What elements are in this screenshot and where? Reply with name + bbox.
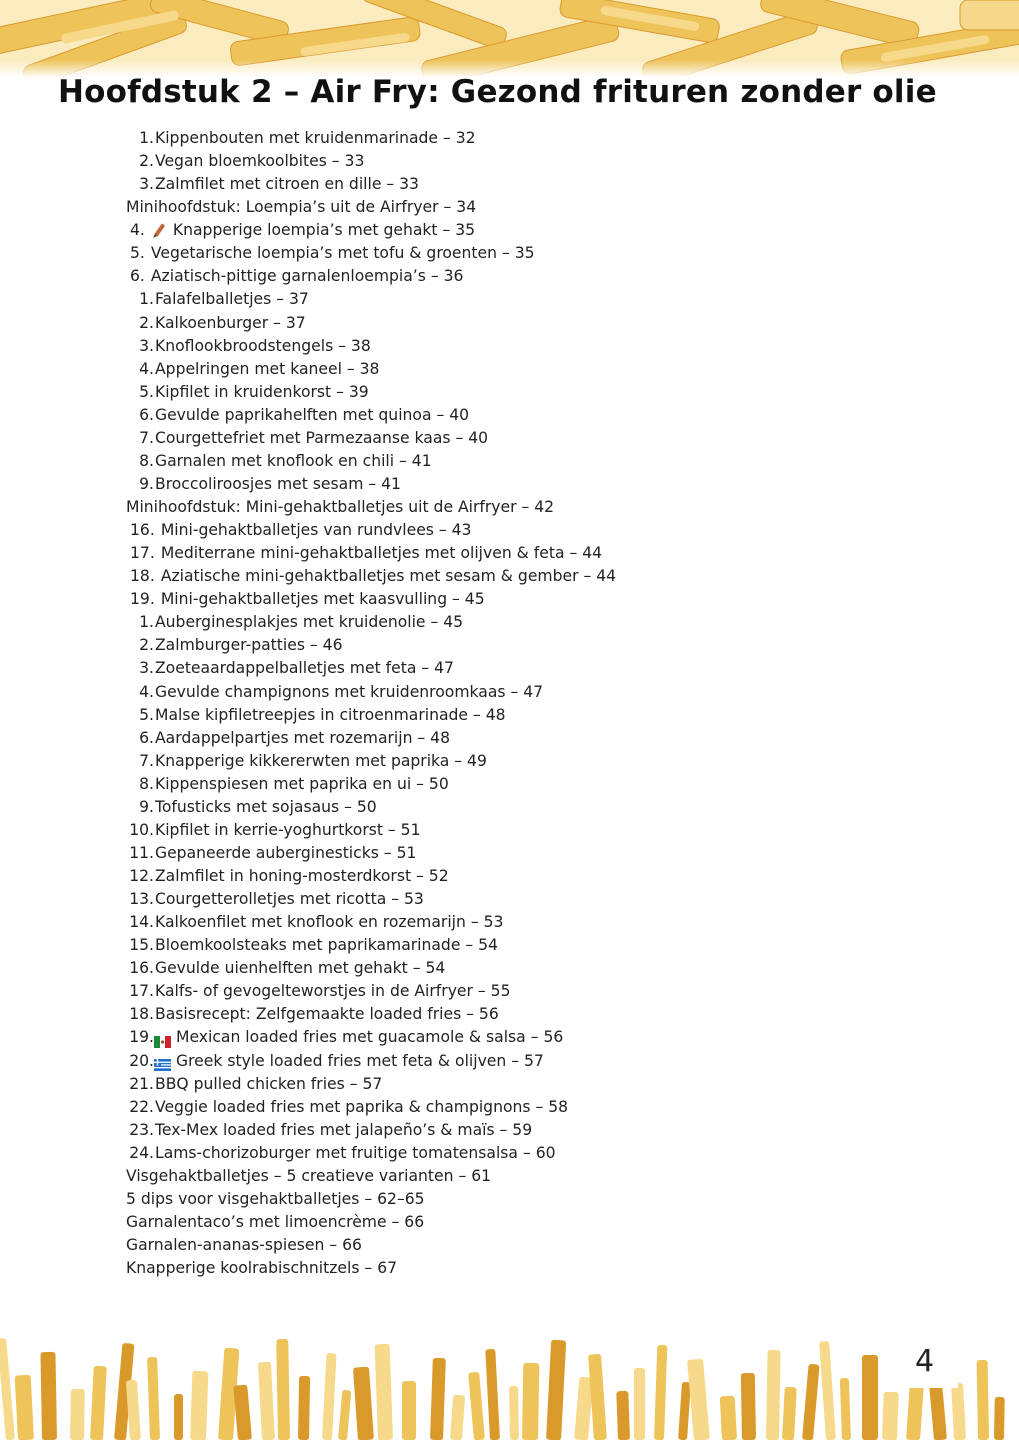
- toc-entry: [126, 1257, 986, 1280]
- toc-entry: [126, 842, 986, 865]
- toc-entry: [126, 196, 986, 219]
- toc-entry-text: Kipfilet in kruidenkorst – 39: [155, 382, 369, 401]
- toc-entry-number: 22.: [129, 1097, 154, 1116]
- toc-entry-number: 4.: [139, 359, 154, 378]
- toc-entry-text: Malse kipfiletreepjes in citroenmarinade – 48: [155, 705, 506, 724]
- footer-fries-image: [0, 1332, 1019, 1440]
- toc-entry: [126, 957, 986, 980]
- toc-entry: [126, 242, 986, 265]
- toc-entry-text: Basisrecept: Zelfgemaakte loaded fries – 56: [155, 1005, 499, 1024]
- toc-entry: [126, 796, 986, 819]
- toc-entry: [126, 404, 986, 427]
- toc-entry: [126, 150, 986, 173]
- toc-entry: [126, 750, 986, 773]
- toc-entry-number: 6.: [130, 267, 145, 286]
- toc-entry: [126, 588, 986, 611]
- toc-entry-text: Kippenbouten met kruidenmarinade – 32: [155, 129, 476, 147]
- toc-entry-text: Kippenspiesen met paprika en ui – 50: [155, 774, 449, 793]
- toc-entry-number: 3.: [139, 659, 154, 678]
- toc-entry: [126, 1142, 986, 1165]
- toc-entry-text: Mini-gehaktballetjes met kaasvulling – 45: [160, 590, 485, 609]
- toc-entry: [126, 565, 986, 588]
- toc-entry-number: 5.: [139, 382, 154, 401]
- toc-entry-text: Gepaneerde auberginesticks – 51: [155, 843, 417, 862]
- toc-entry-text: Garnalen met knoflook en chili – 41: [155, 451, 432, 470]
- toc-entry: [126, 288, 986, 311]
- toc-entry-text: Courgettefriet met Parmezaanse kaas – 40: [155, 428, 489, 447]
- toc-entry: [126, 1003, 986, 1026]
- toc-entry-text: Broccoliroosjes met sesam – 41: [155, 474, 401, 493]
- toc-entry-number: 19.: [129, 1028, 154, 1047]
- toc-entry-text: Zalmfilet met citroen en dille – 33: [155, 175, 419, 194]
- toc-entry: [126, 727, 986, 750]
- toc-entry-text: Visgehaktballetjes – 5 creatieve varianten – 61: [126, 1166, 492, 1185]
- toc-entry: [126, 219, 986, 242]
- mexico-flag-icon: [154, 1032, 171, 1044]
- header-fries-image: [0, 0, 1019, 78]
- toc-entry-text: Aardappelpartjes met rozemarijn – 48: [155, 728, 451, 747]
- toc-entry-number: 9.: [139, 474, 154, 493]
- toc-entry: [126, 1119, 986, 1142]
- toc-entry-number: 10.: [129, 820, 154, 839]
- toc-entry: [126, 381, 986, 404]
- crayon-icon: [151, 223, 167, 239]
- toc-entry: [126, 1165, 986, 1188]
- toc-entry-number: 5.: [130, 244, 145, 263]
- toc-entry: [126, 450, 986, 473]
- toc-entry-text: Tex-Mex loaded fries met jalapeño’s & maïs – 59: [155, 1120, 533, 1139]
- toc-entry-text: Zalmfilet in honing-mosterdkorst – 52: [155, 867, 449, 885]
- toc-entry: [126, 127, 986, 150]
- toc-entry-text: Gevulde paprikahelften met quinoa – 40: [155, 405, 470, 424]
- toc-entry-text: Mini-gehaktballetjes van rundvlees – 43: [160, 521, 472, 540]
- toc-entry-text: Gevulde uienhelften met gehakt – 54: [155, 959, 446, 978]
- toc-entry-text: Vegan bloemkoolbites – 33: [155, 152, 365, 171]
- toc-entry-number: 21.: [129, 1074, 154, 1093]
- toc-entry: [126, 312, 986, 335]
- toc-entry-text: Lams-chorizoburger met fruitige tomatensalsa – 60: [155, 1143, 556, 1162]
- toc-entry-text: Minihoofdstuk: Mini-gehaktballetjes uit de Airfryer – 42: [126, 498, 555, 516]
- toc-entry: [126, 634, 986, 657]
- toc-entry-text: Vegetarische loempia’s met tofu & groenten – 35: [150, 244, 535, 263]
- toc-entry-text: Mexican loaded fries met guacamole & salsa – 56: [176, 1028, 564, 1047]
- toc-entry-text: Auberginesplakjes met kruidenolie – 45: [155, 613, 464, 632]
- toc-entry-number: 17.: [129, 982, 154, 1001]
- toc-entry-number: 7.: [139, 751, 154, 770]
- toc-entry: [126, 542, 986, 565]
- toc-entry-text: Kalkoenburger – 37: [155, 313, 306, 332]
- toc-entry-number: 18.: [129, 1005, 154, 1024]
- toc-entry-text: Aziatisch-pittige garnalenloempia’s – 36: [150, 267, 464, 286]
- toc-entry: [126, 611, 986, 634]
- table-of-contents: [126, 127, 986, 1280]
- toc-entry-number: 3.: [139, 175, 154, 194]
- toc-entry: [126, 1188, 986, 1211]
- toc-entry-number: 24.: [129, 1143, 154, 1162]
- toc-entry: [126, 704, 986, 727]
- toc-entry: [126, 496, 986, 519]
- toc-entry: [126, 657, 986, 680]
- toc-entry-number: 4.: [139, 682, 154, 701]
- toc-entry-text: Falafelballetjes – 37: [155, 290, 309, 309]
- toc-entry: [126, 888, 986, 911]
- toc-entry: [126, 1073, 986, 1096]
- toc-entry-text: Garnalentaco’s met limoencrème – 66: [126, 1212, 425, 1231]
- toc-entry: [126, 819, 986, 842]
- toc-entry-number: 2.: [139, 313, 154, 332]
- toc-entry-text: Kalkoenfilet met knoflook en rozemarijn – 53: [155, 913, 504, 932]
- toc-entry-text: Tofusticks met sojasaus – 50: [155, 797, 377, 816]
- toc-entry: [126, 335, 986, 358]
- toc-entry-text: Gevulde champignons met kruidenroomkaas – 47: [155, 682, 544, 701]
- toc-entry: [126, 1026, 986, 1049]
- toc-entry-number: 20.: [129, 1051, 154, 1070]
- toc-entry: [126, 865, 986, 888]
- toc-entry-text: Knapperige koolrabischnitzels – 67: [126, 1259, 398, 1278]
- toc-entry-number: 7.: [139, 428, 154, 447]
- toc-entry-number: 4.: [130, 221, 145, 240]
- toc-entry-text: Greek style loaded fries met feta & olijven – 57: [176, 1051, 544, 1070]
- toc-entry-text: Knoflookbroodstengels – 38: [155, 336, 371, 355]
- toc-entry-text: Garnalen-ananas-spiesen – 66: [126, 1236, 362, 1254]
- toc-entry: [126, 473, 986, 496]
- toc-entry-number: 8.: [139, 774, 154, 793]
- toc-entry-text: Bloemkoolsteaks met paprikamarinade – 54: [155, 936, 498, 955]
- toc-entry-text: Appelringen met kaneel – 38: [155, 359, 380, 378]
- greece-flag-icon: [154, 1055, 171, 1067]
- toc-entry: [126, 1234, 986, 1257]
- toc-entry: [126, 911, 986, 934]
- chapter-title: Hoofdstuk 2 – Air Fry: Gezond frituren zonder olie: [58, 74, 937, 110]
- toc-entry: [126, 1050, 986, 1073]
- toc-entry: [126, 358, 986, 381]
- toc-entry-number: 2.: [139, 152, 154, 171]
- page-number: 4: [915, 1344, 935, 1379]
- toc-entry: [126, 427, 986, 450]
- toc-entry-number: 14.: [129, 913, 154, 932]
- toc-entry: [126, 980, 986, 1003]
- toc-entry-text: Kalfs- of gevogelteworstjes in de Airfryer – 55: [155, 982, 511, 1001]
- toc-entry-number: 16.: [130, 521, 155, 540]
- toc-entry-text: Zoeteaardappelballetjes met feta – 47: [155, 659, 454, 678]
- toc-entry-text: Zalmburger-patties – 46: [155, 636, 343, 655]
- toc-entry-number: 16.: [129, 959, 154, 978]
- toc-entry-text: Knapperige kikkererwten met paprika – 49: [155, 751, 487, 770]
- toc-entry-text: Kipfilet in kerrie-yoghurtkorst – 51: [155, 820, 421, 839]
- toc-entry: [126, 1211, 986, 1234]
- toc-entry: [126, 934, 986, 957]
- toc-entry-text: Veggie loaded fries met paprika & champignons – 58: [155, 1097, 569, 1116]
- toc-entry-number: 15.: [129, 936, 154, 955]
- toc-entry-number: 1.: [139, 129, 154, 147]
- toc-entry-number: 2.: [139, 636, 154, 655]
- toc-entry: [126, 773, 986, 796]
- toc-entry-text: Knapperige loempia’s met gehakt – 35: [172, 221, 476, 240]
- toc-entry-text: BBQ pulled chicken fries – 57: [155, 1074, 383, 1093]
- toc-entry-number: 5.: [139, 705, 154, 724]
- toc-entry-number: 1.: [139, 613, 154, 632]
- toc-entry-text: Aziatische mini-gehaktballetjes met sesam & gember – 44: [160, 567, 617, 586]
- toc-entry-text: Minihoofdstuk: Loempia’s uit de Airfryer – 34: [126, 198, 477, 217]
- toc-entry-number: 9.: [139, 797, 154, 816]
- toc-entry-number: 1.: [139, 290, 154, 309]
- toc-entry-number: 19.: [130, 590, 155, 609]
- toc-entry-number: 11.: [129, 843, 154, 862]
- toc-entry-text: 5 dips voor visgehaktballetjes – 62–65: [126, 1189, 425, 1208]
- toc-entry: [126, 265, 986, 288]
- toc-entry-number: 6.: [139, 728, 154, 747]
- toc-entry-number: 18.: [130, 567, 155, 586]
- toc-entry-number: 12.: [129, 867, 154, 885]
- toc-entry-number: 13.: [129, 890, 154, 909]
- toc-entry-number: 3.: [139, 336, 154, 355]
- toc-entry-text: Courgetterolletjes met ricotta – 53: [155, 890, 424, 909]
- toc-entry: [126, 173, 986, 196]
- toc-entry: [126, 1096, 986, 1119]
- toc-entry: [126, 519, 986, 542]
- toc-entry-number: 8.: [139, 451, 154, 470]
- toc-entry-number: 23.: [129, 1120, 154, 1139]
- toc-entry: [126, 681, 986, 704]
- toc-entry-text: Mediterrane mini-gehaktballetjes met olijven & feta – 44: [160, 544, 603, 563]
- toc-entry-number: 17.: [130, 544, 155, 563]
- toc-entry-number: 6.: [139, 405, 154, 424]
